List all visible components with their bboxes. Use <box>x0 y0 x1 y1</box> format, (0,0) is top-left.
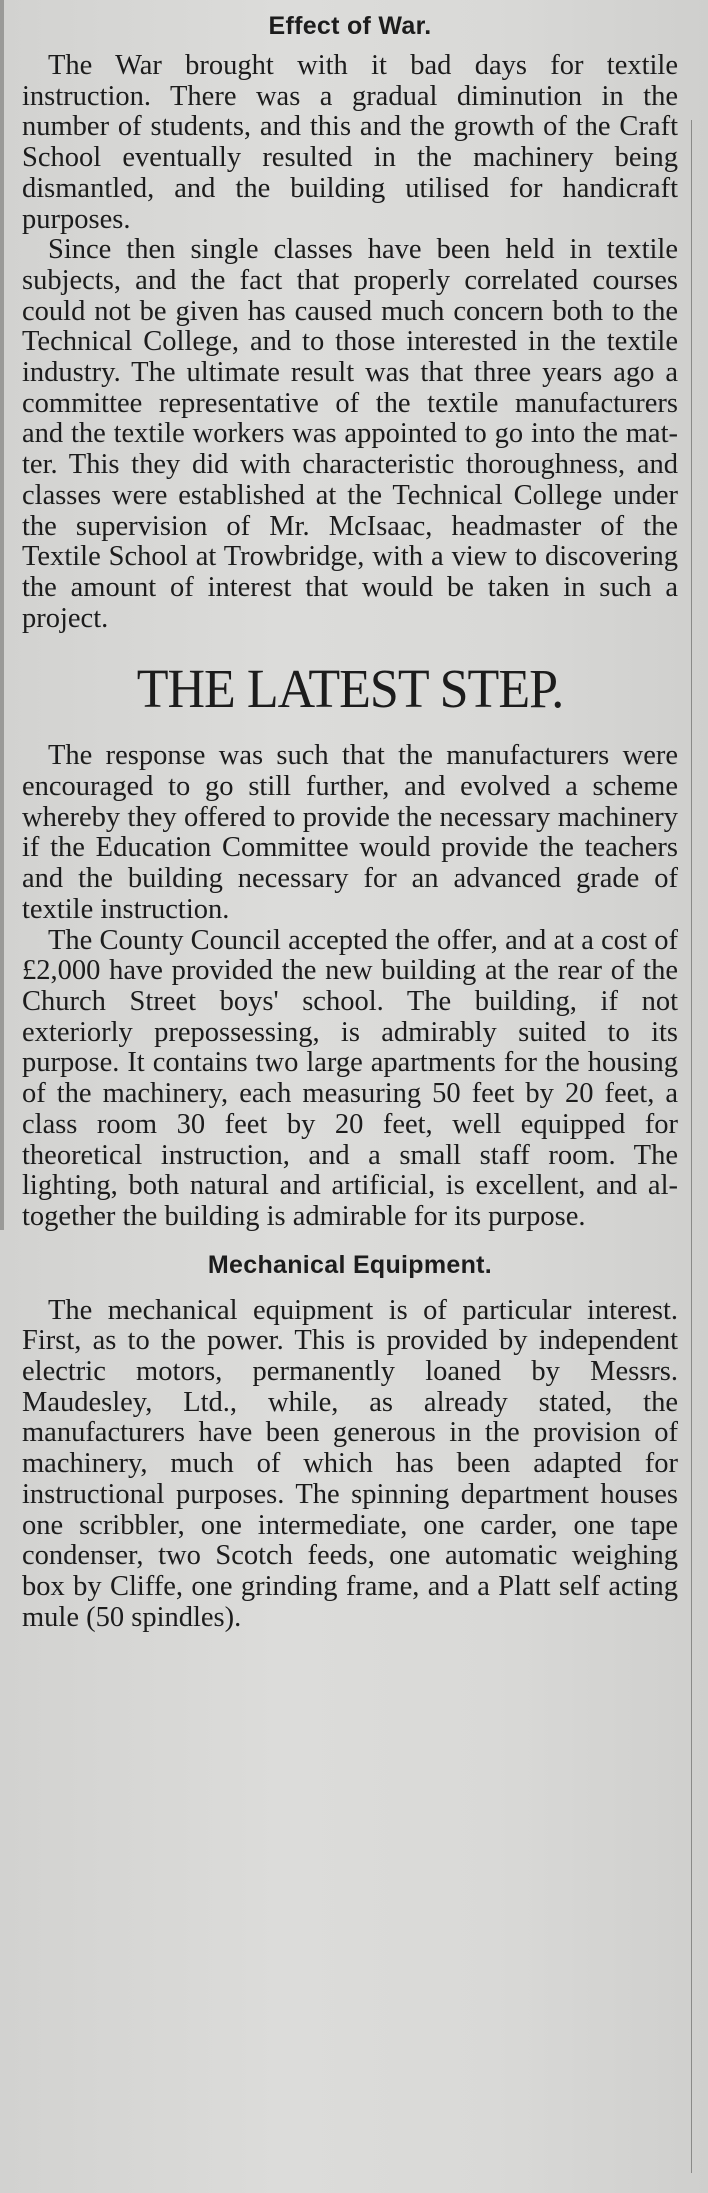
mechanical-paragraph-1: The mechanical equipment is of particular interest. First, as to the power. This is provided by independent electric motors, permanently loaned by Messrs. Maudesley, Ltd., while, as already stated, the manufacturers have been generous in the provision of machinery, much of which has been adapted for instructional purposes. The spinning department houses one scribbler, one intermediate, one carder, one tape condenser, two Scotch feeds, one automatic weighing box by Cliffe, one grinding frame, and a Platt self acting mule (50 spindles). <box>22 1294 678 1633</box>
clipping-edge-shadow <box>0 0 4 1230</box>
effect-of-war-heading: Effect of War. <box>268 12 432 40</box>
latest-paragraph-2: The County Council accepted the offer, and at a cost of £2,000 have provided the new building at the rear of the Church Street boys' school. The building, if not exteriorly prepossessing, is admirably suited to its purpose. It contains two large apartments for the housing of the machinery, each measuring 50 feet by 20 feet, a class room 30 feet by 20 feet, well equipped for theoretical instruction, and a small staff room. The lighting, both natural and artificial, is excellent, and altogether the building is admirable for its purpose. <box>22 924 678 1232</box>
mechanical-equipment-heading: Mechanical Equipment. <box>207 1250 493 1279</box>
article-column <box>22 4 678 1633</box>
effect-paragraph-1: The War brought with it bad days for textile instruction. There was a gradual diminution in the number of students, and this and the growth of the Craft School eventually resulted in the machinery being dismantled, and the building utilised for handicraft purposes. <box>22 50 678 235</box>
column-rule <box>691 120 692 2173</box>
effect-paragraph-2: Since then single classes have been held in textile subjects, and the fact that properly correlated courses could not be given has caused much concern both to the Technical College, and to those interested in the textile industry. The ultimate result was that three years ago a committee representative of the textile manufacturers and the textile workers was appointed to go into the matter. This they did with characteristic thoroughness, and classes were established at the Technical College under the supervision of Mr. McIsaac, headmaster of the Textile School at Trowbridge, with a view to discovering the amount of interest that would be taken in such a project. <box>22 234 678 634</box>
latest-step-heading: THE LATEST STEP. <box>136 659 564 720</box>
latest-paragraph-1: The response was such that the manufacturers were encouraged to go still further, and evolved a scheme whereby they offered to provide the necessary machinery if the Education Committee would provide the teachers and the building necessary for an advanced grade of textile instruction. <box>22 740 678 925</box>
